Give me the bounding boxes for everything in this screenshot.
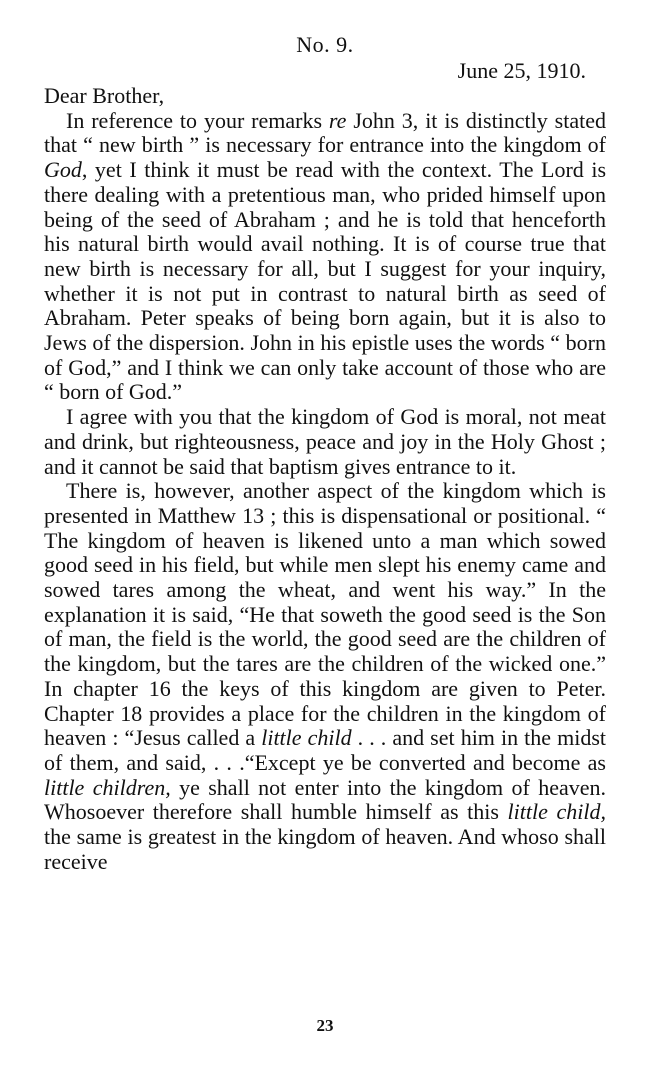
page-number: 23: [316, 1016, 334, 1035]
paragraph-3: [44, 479, 606, 874]
letter-number: No. 9.: [296, 32, 354, 57]
salutation: Dear Brother,: [44, 83, 165, 108]
text-segment: , yet I think it must be read with the context. The Lord is there dealing with a pretentious man, who prided himself upon being of the seed of Abraham ; and he is told that henceforth his natural birth would avail nothing. It is of course true that new birth is necessary for all, but I suggest for your inquiry, whether it is not put in contrast to natural birth as seed of Abraham. Peter speaks of being born again, but it is also to Jews of the dispersion. John in his epistle uses the words “ born of God,” and I think we can only take account of those who are “ born of God.”: [44, 157, 606, 405]
paragraph-1: [44, 109, 606, 405]
text-segment: John 3, it is distinctly stated that “ new birth ” is necessary for entrance into the kingdom of: [44, 107, 606, 158]
text-segment: ye shall not enter into the kingdom of heaven. Whosoever therefore shall humble himself as this: [44, 774, 607, 825]
italic-segment: little child: [261, 725, 352, 751]
italic-segment: re: [328, 107, 347, 133]
letter-body: [44, 84, 606, 875]
text-segment: In reference to your remarks: [66, 107, 329, 133]
letter-date: June 25, 1910.: [457, 58, 586, 83]
text-segment: . . . and set him in the midst of them, and said, . . .“Except ye be converted and become as: [44, 725, 606, 775]
italic-segment: little child,: [507, 799, 606, 825]
text-segment: There is, however, another aspect of the kingdom which is presented in Matthew 13 ; this is dispensational or positional. “ The kingdom of heaven is likened unto a man which sowed good seed in his field, but while men slept his enemy came and sowed tares among the wheat, and went his way.” In the explanation it is said, “He that soweth the good seed is the Son of man, the field is the world, the good seed are the children of the kingdom, but the tares are the children of the wicked one.” In chapter 16 the keys of this kingdom are given to Peter. Chapter 18 provides a place for the children in the kingdom of heaven : “Jesus called a: [44, 478, 606, 751]
italic-segment: little children,: [44, 774, 171, 800]
text-segment: I agree with you that the kingdom of God is moral, not meat and drink, but righteousness, peace and joy in the Holy Ghost ; and it cannot be said that baptism gives entrance to it.: [44, 404, 606, 479]
italic-segment: God: [44, 157, 82, 183]
text-segment: the same is greatest in the kingdom of heaven. And whoso shall receive: [44, 824, 606, 874]
paragraph-2: [44, 405, 606, 479]
